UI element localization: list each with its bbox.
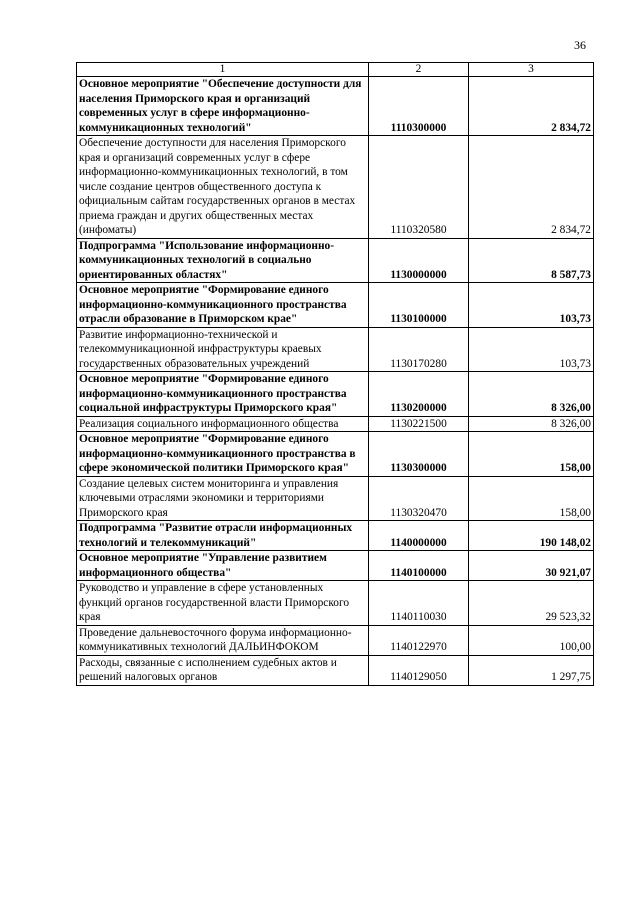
table-row xyxy=(77,655,594,685)
row-code-cell: 1140000000 xyxy=(369,521,469,551)
row-amount-cell: 190 148,02 xyxy=(469,521,594,551)
table-row xyxy=(77,136,594,239)
page-number: 36 xyxy=(574,38,586,52)
row-amount-cell: 2 834,72 xyxy=(469,77,594,136)
row-amount-cell: 103,73 xyxy=(469,327,594,372)
row-name-cell: Руководство и управление в сфере установленных функций органов государственной власти Приморского края xyxy=(77,581,369,626)
row-name-cell: Подпрограмма "Развитие отрасли информационных технологий и телекоммуникаций" xyxy=(77,521,369,551)
row-name-cell: Основное мероприятие "Формирование единого информационно-коммуникационного пространства отрасли образование в Приморском крае" xyxy=(77,283,369,328)
row-name-cell: Основное мероприятие "Обеспечение доступности для населения Приморского края и организаций современных услуг в сфере информационно-коммуникационных технологий" xyxy=(77,77,369,136)
column-header: 1 xyxy=(77,63,369,77)
row-code-cell: 1130170280 xyxy=(369,327,469,372)
table-row xyxy=(77,238,594,283)
column-header: 2 xyxy=(369,63,469,77)
row-name-cell: Подпрограмма "Использование информационно-коммуникационных технологий в социально ориентированных областях" xyxy=(77,238,369,283)
row-code-cell: 1140100000 xyxy=(369,551,469,581)
row-name-cell: Основное мероприятие "Формирование единого информационно-коммуникационного пространства социальной инфраструктуры Приморского края" xyxy=(77,372,369,417)
row-code-cell: 1130000000 xyxy=(369,238,469,283)
row-amount-cell: 8 326,00 xyxy=(469,372,594,417)
table-row xyxy=(77,327,594,372)
table-row xyxy=(77,625,594,655)
row-code-cell: 1130200000 xyxy=(369,372,469,417)
row-code-cell: 1140122970 xyxy=(369,625,469,655)
row-amount-cell: 1 297,75 xyxy=(469,655,594,685)
table-row xyxy=(77,416,594,432)
row-name-cell: Развитие информационно-технической и телекоммуникационной инфраструктуры краевых государственных образовательных учреждений xyxy=(77,327,369,372)
table-row xyxy=(77,77,594,136)
table-row xyxy=(77,432,594,477)
row-name-cell: Расходы, связанные с исполнением судебных актов и решений налоговых органов xyxy=(77,655,369,685)
row-name-cell: Проведение дальневосточного форума информационно-коммуникативных технологий ДАЛЬИНФОКОМ xyxy=(77,625,369,655)
table-row xyxy=(77,476,594,521)
table-row xyxy=(77,372,594,417)
row-amount-cell: 100,00 xyxy=(469,625,594,655)
row-amount-cell: 8 326,00 xyxy=(469,416,594,432)
row-amount-cell: 2 834,72 xyxy=(469,136,594,239)
row-code-cell: 1140110030 xyxy=(369,581,469,626)
row-code-cell: 1130221500 xyxy=(369,416,469,432)
table-row xyxy=(77,581,594,626)
row-name-cell: Создание целевых систем мониторинга и управления ключевыми отраслями экономики и территориями Приморского края xyxy=(77,476,369,521)
table-row xyxy=(77,551,594,581)
row-name-cell: Основное мероприятие "Управление развитием информационного общества" xyxy=(77,551,369,581)
row-name-cell: Основное мероприятие "Формирование единого информационно-коммуникационного пространства в сфере экономической политики Приморского края" xyxy=(77,432,369,477)
table-row xyxy=(77,283,594,328)
row-code-cell: 1130320470 xyxy=(369,476,469,521)
row-code-cell: 1110320580 xyxy=(369,136,469,239)
row-amount-cell: 158,00 xyxy=(469,432,594,477)
row-amount-cell: 158,00 xyxy=(469,476,594,521)
row-amount-cell: 8 587,73 xyxy=(469,238,594,283)
budget-table xyxy=(76,62,594,686)
row-code-cell: 1130100000 xyxy=(369,283,469,328)
row-code-cell: 1130300000 xyxy=(369,432,469,477)
table-row xyxy=(77,521,594,551)
row-name-cell: Реализация социального информационного общества xyxy=(77,416,369,432)
row-amount-cell: 103,73 xyxy=(469,283,594,328)
column-header: 3 xyxy=(469,63,594,77)
row-code-cell: 1110300000 xyxy=(369,77,469,136)
table-header-row xyxy=(77,63,594,77)
row-name-cell: Обеспечение доступности для населения Приморского края и организаций современных услуг в сфере информационно-коммуникационных технологий, в том числе создание центров общественного доступа к официальным сайтам государственных органов в местах приема граждан и других общественных местах (инфоматы) xyxy=(77,136,369,239)
row-code-cell: 1140129050 xyxy=(369,655,469,685)
row-amount-cell: 29 523,32 xyxy=(469,581,594,626)
row-amount-cell: 30 921,07 xyxy=(469,551,594,581)
